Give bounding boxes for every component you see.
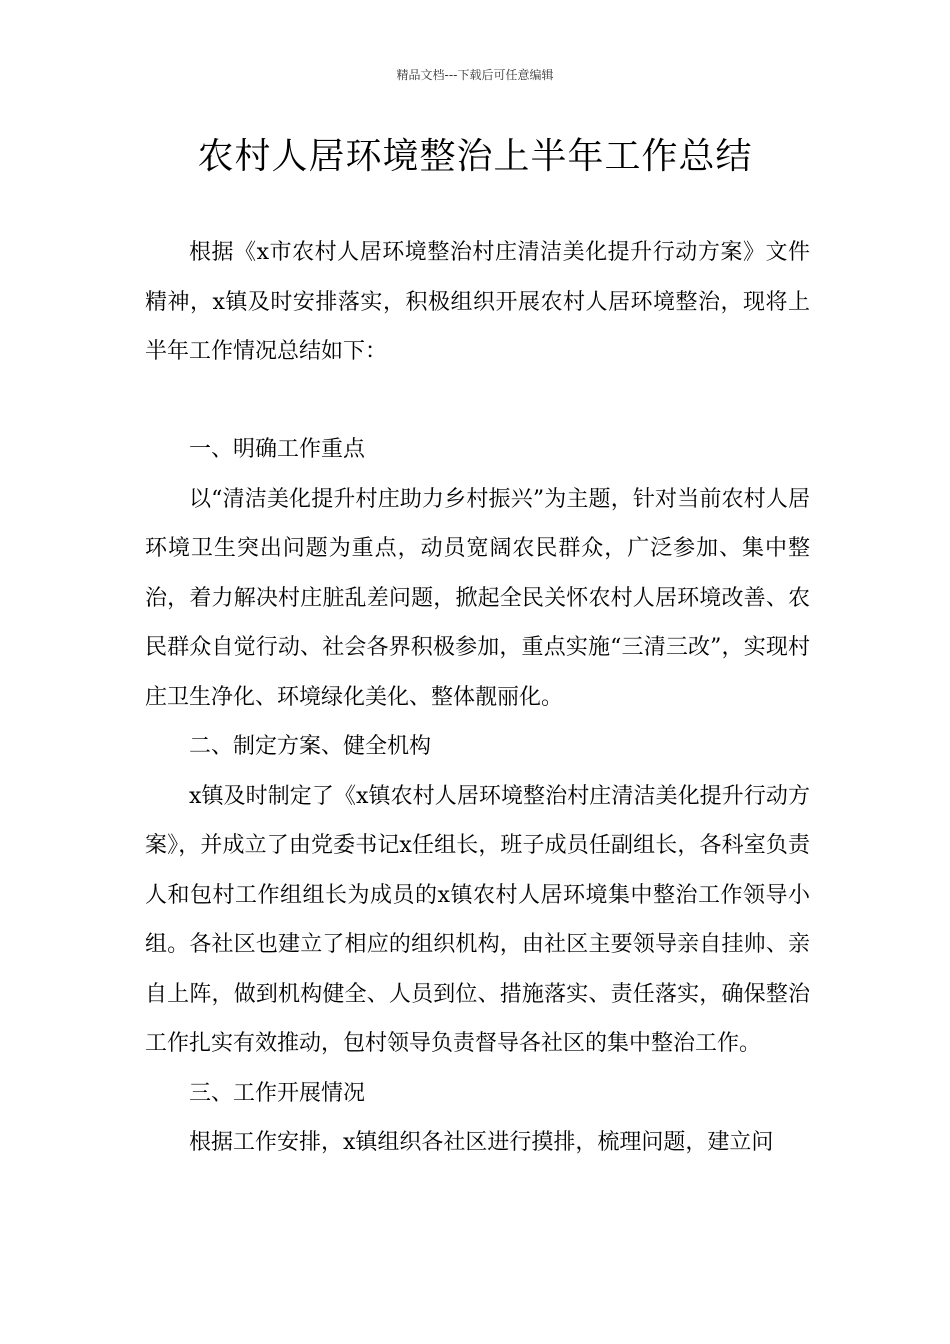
intro-block bbox=[145, 228, 810, 377]
section-paragraph-1: 以“清洁美化提升村庄助力乡村振兴”为主题，针对当前农村人居环境卫生突出问题为重点，动员宽阔农民群众，广泛参加、集中整治，着力解决村庄脏乱差问题，掀起全民关怀农村人居环境改善、农民群众自觉行动、社会各界积极参加，重点实施“三清三改”，实现村庄卫生净化、环境绿化美化、整体靓丽化。 bbox=[145, 486, 810, 710]
section-heading-2: 二、制定方案、健全机构 bbox=[189, 734, 432, 759]
document-title: 农村人居环境整治上半年工作总结 bbox=[197, 136, 753, 177]
intro-paragraph: 根据《x市农村人居环境整治村庄清洁美化提升行动方案》文件精神，x镇及时安排落实，积极组织开展农村人居环境整治，现将上半年工作情况总结如下： bbox=[145, 240, 810, 364]
section-heading-3: 三、工作开展情况 bbox=[189, 1080, 366, 1106]
document-body bbox=[145, 425, 810, 1168]
header-note: 精品文档---下载后可任意编辑 bbox=[396, 68, 554, 82]
section-paragraph-3: 根据工作安排，x镇组织各社区进行摸排，梳理问题，建立问 bbox=[189, 1130, 774, 1155]
section-paragraph-2: x镇及时制定了《x镇农村人居环境整治村庄清洁美化提升行动方案》，并成立了由党委书记x任组长，班子成员任副组长，各科室负责人和包村工作组组长为成员的x镇农村人居环境集中整治工作领导小组。各社区也建立了相应的组织机构，由社区主要领导亲自挂帅、亲自上阵，做到机构健全、人员到位、措施落实、责任落实，确保整治工作扎实有效推动，包村领导负责督导各社区的集中整治工作。 bbox=[145, 783, 810, 1056]
section-heading-1: 一、明确工作重点 bbox=[189, 437, 366, 462]
